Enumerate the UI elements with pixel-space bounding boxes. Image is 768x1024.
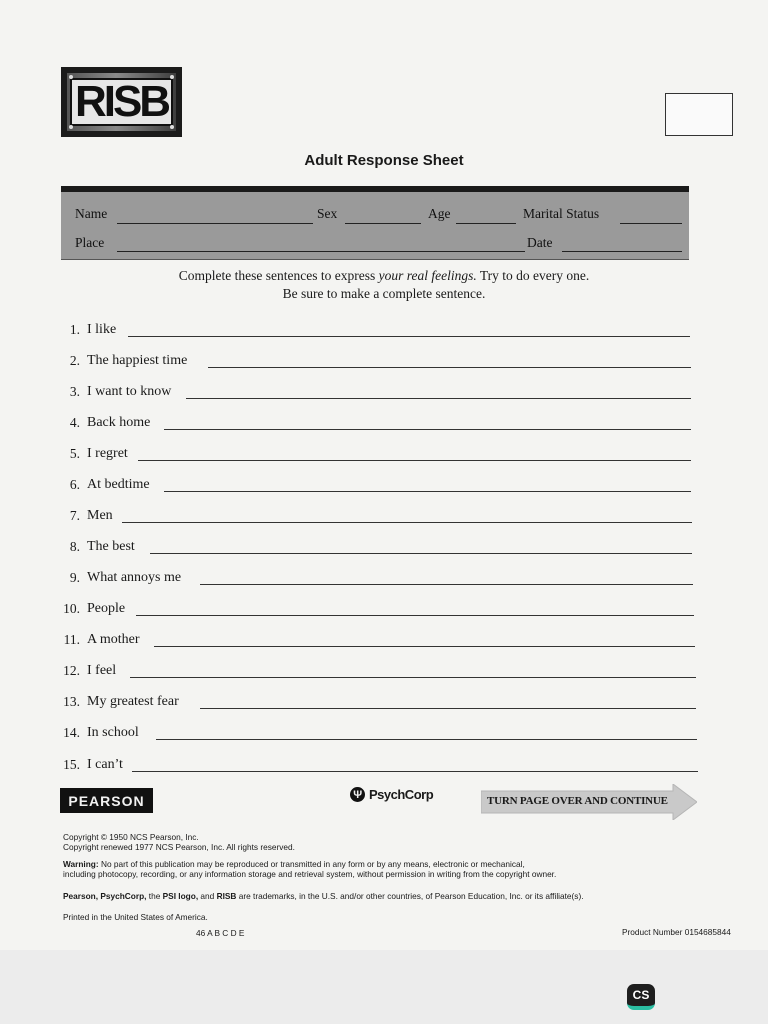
age-field[interactable] [456, 223, 516, 224]
name-field[interactable] [117, 223, 313, 224]
answer-line[interactable] [164, 429, 691, 430]
marital-status-field[interactable] [620, 223, 682, 224]
sentence-item: 2. The happiest time [60, 353, 700, 373]
place-field[interactable] [117, 251, 525, 252]
marital-status-label: Marital Status [523, 206, 600, 221]
psychcorp-logo [350, 787, 433, 802]
sentence-item: 10. People [60, 601, 700, 621]
date-label: Date [527, 235, 553, 250]
sentence-item: 7. Men [60, 508, 700, 528]
sentence-item: 3. I want to know [60, 384, 700, 404]
sentence-item: 4. Back home [60, 415, 700, 435]
sentence-item: 6. At bedtime [60, 477, 700, 497]
age-label: Age [428, 206, 451, 221]
print-codes: 46 A B C D E [196, 928, 245, 938]
name-label: Name [75, 206, 108, 221]
warning-line-1: Warning: No part of this publication may be reproduced or transmitted in any form or by any means, electronic or mechanical, [63, 859, 525, 869]
answer-line[interactable] [150, 553, 692, 554]
answer-line[interactable] [200, 584, 693, 585]
pearson-logo: PEARSON [60, 788, 153, 813]
warning-line-2: including photocopy, recording, or any information storage and retrieval system, without permission in writing from the copyright owner. [63, 869, 557, 879]
copyright-line-2: Copyright renewed 1977 NCS Pearson, Inc. All rights reserved. [63, 842, 295, 852]
sex-field[interactable] [345, 223, 421, 224]
answer-line[interactable] [138, 460, 691, 461]
sentence-item: 12. I feel [60, 663, 700, 683]
turn-page-label: TURN PAGE OVER AND CONTINUE [487, 795, 668, 807]
psychcorp-text: PsychCorp [369, 787, 434, 802]
instructions-line-2: Be sure to make a complete sentence. [282, 286, 486, 301]
answer-line[interactable] [208, 367, 691, 368]
answer-line[interactable] [186, 398, 691, 399]
sex-label: Sex [317, 206, 338, 221]
score-box[interactable] [665, 93, 733, 136]
sentence-item: 11. A mother [60, 632, 700, 652]
sentence-item: 14. In school [60, 725, 700, 745]
product-number: Product Number 0154685844 [622, 927, 731, 937]
instructions-line-1: Complete these sentences to express your real feelings. Try to do every one. [178, 268, 590, 283]
answer-line[interactable] [154, 646, 695, 647]
risb-logo-text: RISB [70, 78, 173, 126]
answer-line[interactable] [130, 677, 696, 678]
answer-line[interactable] [136, 615, 694, 616]
answer-line[interactable] [132, 771, 698, 772]
sentence-item: 5. I regret [60, 446, 700, 466]
camscanner-badge: CS [627, 984, 655, 1010]
trademark-line: Pearson, PsychCorp, the PSI logo, and RISB are trademarks, in the U.S. and/or other countries, of Pearson Education, Inc. or its affiliate(s). [63, 891, 584, 901]
sentence-item: 8. The best [60, 539, 700, 559]
respondent-info-band [61, 186, 689, 260]
page-title: Adult Response Sheet [304, 152, 464, 169]
answer-line[interactable] [200, 708, 696, 709]
printed-in-line: Printed in the United States of America. [63, 912, 208, 922]
turn-page-arrow [481, 784, 697, 820]
sentence-item: 1. I like [60, 322, 700, 342]
psi-logo-icon: Ψ [350, 787, 365, 802]
place-label: Place [75, 235, 105, 250]
answer-line[interactable] [164, 491, 691, 492]
sentence-item: 15. I can’t [60, 757, 700, 777]
answer-line[interactable] [128, 336, 690, 337]
answer-line[interactable] [156, 739, 697, 740]
risb-logo [61, 67, 182, 137]
answer-line[interactable] [122, 522, 692, 523]
date-field[interactable] [562, 251, 682, 252]
sentence-item: 13. My greatest fear [60, 694, 700, 714]
sentence-item: 9. What annoys me [60, 570, 700, 590]
copyright-line-1: Copyright © 1950 NCS Pearson, Inc. [63, 832, 199, 842]
